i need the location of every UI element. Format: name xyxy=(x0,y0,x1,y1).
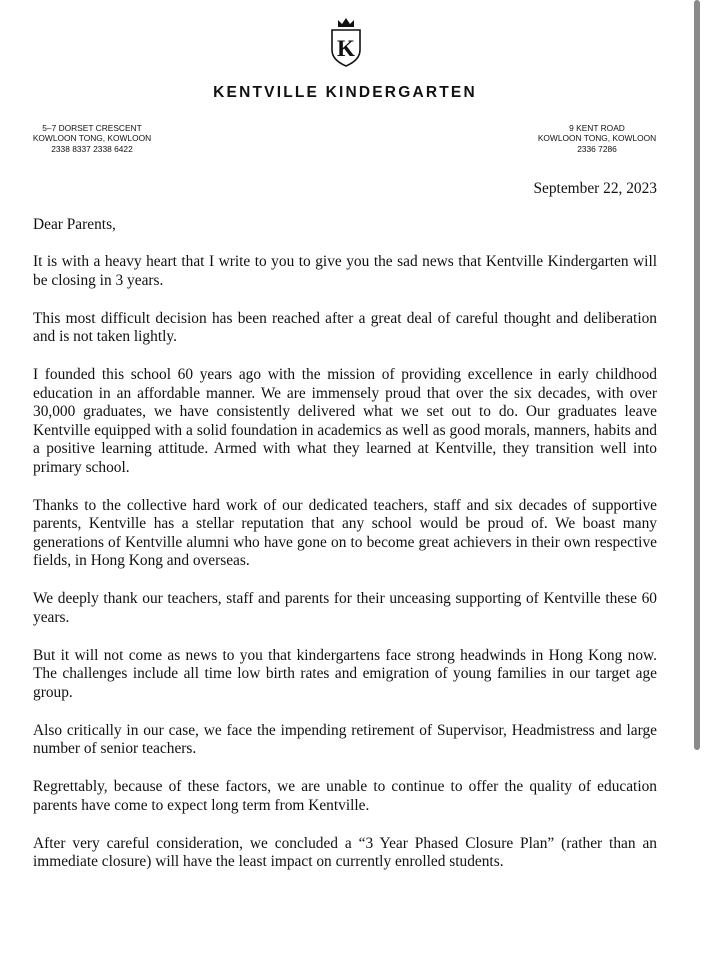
paragraph: I founded this school 60 years ago with the mission of providing excellence in early childhood education in an affordable manner. We are immensely proud that over the six decades, with over 30,000 graduates, we have consistently delivered what we set out to do. Our graduates leave Kentville equipped with a solid foundation in academics as well as good morals, manners, habits and a positive learning attitude. Armed with what they learned at Kentville, they transition well into primary school. xyxy=(33,366,657,476)
salutation: Dear Parents, xyxy=(33,216,116,233)
paragraph: After very careful consideration, we concluded a “3 Year Phased Closure Plan” (rather than an immediate closure) will have the least impact on currently enrolled students. xyxy=(33,834,657,870)
letter-body xyxy=(33,253,657,891)
paragraph: Regrettably, because of these factors, we are unable to continue to offer the quality of education parents have come to expect long term from Kentville. xyxy=(33,778,657,814)
crown-shield-k-icon xyxy=(329,17,363,67)
school-name: KENTVILLE KINDERGARTEN xyxy=(213,84,477,101)
address-right-line1: 9 KENT ROAD xyxy=(569,123,625,133)
address-left-line1: 5–7 DORSET CRESCENT xyxy=(42,123,142,133)
letter-date: September 22, 2023 xyxy=(533,180,657,197)
address-right-line2: KOWLOON TONG, KOWLOON xyxy=(537,133,657,144)
paragraph: This most difficult decision has been reached after a great deal of careful thought and deliberation and is not taken lightly. xyxy=(33,309,657,345)
crest-letter: K xyxy=(337,36,355,61)
address-left xyxy=(7,123,177,154)
paragraph: It is with a heavy heart that I write to you to give you the sad news that Kentville Kindergarten will be closing in 3 years. xyxy=(33,253,657,289)
paragraph: Also critically in our case, we face the impending retirement of Supervisor, Headmistress and large number of senior teachers. xyxy=(33,721,657,757)
address-right xyxy=(512,123,682,154)
paragraph: But it will not come as news to you that kindergartens face strong headwinds in Hong Kong now. The challenges include all time low birth rates and emigration of young families in our target age group. xyxy=(33,646,657,701)
address-left-phones: 2338 8337 2338 6422 xyxy=(51,143,133,154)
address-right-phone: 2336 7286 xyxy=(577,143,617,154)
paragraph: We deeply thank our teachers, staff and parents for their unceasing supporting of Kentville these 60 years. xyxy=(33,590,657,626)
paragraph: Thanks to the collective hard work of our dedicated teachers, staff and six decades of supportive parents, Kentville has a stellar reputation that any school would be proud of. We boast many generations of Kentville alumni who have gone on to become great achievers in their own respective fields, in Hong Kong and overseas. xyxy=(33,496,657,569)
address-left-line2: KOWLOON TONG, KOWLOON xyxy=(32,133,152,144)
scrollbar-thumb[interactable] xyxy=(694,0,700,750)
